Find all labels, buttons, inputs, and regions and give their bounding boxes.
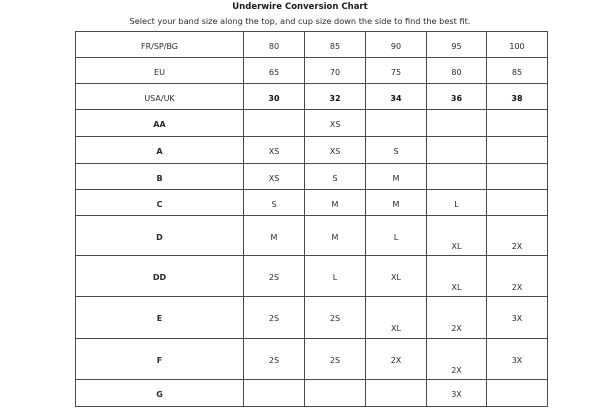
size-cell bbox=[305, 110, 366, 137]
size-cell-text: M bbox=[331, 233, 339, 242]
size-cell bbox=[244, 110, 305, 137]
size-cell bbox=[427, 137, 487, 164]
size-cell-text: 2X bbox=[511, 242, 523, 251]
band-size-cell bbox=[244, 32, 305, 58]
band-size-cell bbox=[366, 32, 427, 58]
band-size-cell bbox=[487, 32, 548, 58]
size-cell-text: 2X bbox=[451, 324, 462, 333]
size-cell bbox=[244, 380, 305, 407]
size-cell bbox=[366, 190, 427, 216]
cup-label-text: B bbox=[156, 174, 163, 183]
cup-label-text: AA bbox=[153, 120, 166, 129]
size-cell bbox=[305, 297, 366, 339]
band-size-cell bbox=[427, 84, 487, 110]
band-size-cell bbox=[305, 84, 366, 110]
size-cell bbox=[305, 256, 366, 297]
size-cell bbox=[244, 190, 305, 216]
size-cell bbox=[305, 137, 366, 164]
band-size-cell bbox=[305, 32, 366, 58]
cup-row-a bbox=[76, 137, 548, 164]
size-cell bbox=[487, 137, 548, 164]
size-cell bbox=[305, 380, 366, 407]
cup-row-b bbox=[76, 164, 548, 190]
size-cell bbox=[244, 216, 305, 256]
band-size-cell bbox=[427, 58, 487, 84]
band-size-cell-text: 85 bbox=[329, 42, 341, 51]
size-cell bbox=[487, 380, 548, 407]
size-cell bbox=[366, 110, 427, 137]
size-cell-text: XS bbox=[268, 174, 280, 183]
cup-label bbox=[76, 256, 244, 297]
size-cell-text: M bbox=[270, 233, 278, 242]
size-cell bbox=[305, 216, 366, 256]
size-cell bbox=[305, 164, 366, 190]
size-cell-text: XL bbox=[451, 283, 462, 292]
cup-label-text: A bbox=[156, 147, 163, 156]
size-cell bbox=[366, 216, 427, 256]
size-cell bbox=[487, 339, 548, 380]
cup-row-aa bbox=[76, 110, 548, 137]
band-size-cell-text: 36 bbox=[450, 94, 463, 103]
cup-row-c bbox=[76, 190, 548, 216]
cup-label-text: F bbox=[156, 356, 163, 365]
size-cell-text: 2S bbox=[268, 314, 280, 323]
cup-label-text: G bbox=[156, 390, 163, 399]
size-cell-text: S bbox=[271, 200, 277, 209]
cup-label-text: C bbox=[156, 200, 163, 209]
size-cell bbox=[244, 164, 305, 190]
size-cell-text: M bbox=[331, 200, 339, 209]
size-cell-text: L bbox=[332, 273, 338, 282]
size-cell bbox=[366, 256, 427, 297]
band-size-cell bbox=[244, 84, 305, 110]
region-label-text: USA/UK bbox=[144, 94, 175, 103]
size-cell bbox=[366, 297, 427, 339]
size-cell bbox=[427, 256, 487, 297]
header-row-fr-sp-bg bbox=[76, 32, 548, 58]
band-size-cell-text: 32 bbox=[329, 94, 341, 103]
size-cell-text: XS bbox=[329, 120, 341, 129]
cup-label-text: D bbox=[156, 233, 163, 242]
band-size-cell bbox=[305, 58, 366, 84]
band-size-cell-text: 38 bbox=[511, 94, 523, 103]
size-cell bbox=[487, 164, 548, 190]
size-cell-text: 3X bbox=[511, 314, 523, 323]
size-cell-text: 2X bbox=[451, 366, 462, 375]
size-cell bbox=[487, 216, 548, 256]
cup-row-f bbox=[76, 339, 548, 380]
cup-label bbox=[76, 137, 244, 164]
cup-label bbox=[76, 216, 244, 256]
region-label bbox=[76, 84, 244, 110]
size-cell-text: S bbox=[393, 147, 399, 156]
band-size-cell-text: 75 bbox=[390, 68, 402, 77]
size-cell bbox=[244, 137, 305, 164]
band-size-cell-text: 30 bbox=[268, 94, 280, 103]
band-size-cell bbox=[366, 58, 427, 84]
header-row-usa-uk bbox=[76, 84, 548, 110]
size-cell bbox=[427, 164, 487, 190]
size-cell-text: XS bbox=[329, 147, 341, 156]
size-cell-text: 2S bbox=[329, 314, 341, 323]
band-size-cell-text: 34 bbox=[390, 94, 402, 103]
size-cell bbox=[487, 297, 548, 339]
band-size-cell-text: 80 bbox=[451, 68, 462, 77]
band-size-cell-text: 85 bbox=[511, 68, 523, 77]
size-cell bbox=[427, 297, 487, 339]
cup-row-d bbox=[76, 216, 548, 256]
chart-title: Underwire Conversion Chart bbox=[232, 2, 368, 12]
size-cell bbox=[487, 110, 548, 137]
size-cell-text: 2S bbox=[268, 356, 280, 365]
size-cell-text: 2S bbox=[329, 356, 341, 365]
cup-label-text: DD bbox=[152, 273, 167, 282]
region-label bbox=[76, 32, 244, 58]
size-cell bbox=[366, 164, 427, 190]
band-size-cell-text: 65 bbox=[268, 68, 280, 77]
size-cell bbox=[427, 339, 487, 380]
size-cell bbox=[244, 339, 305, 380]
size-cell-text: XL bbox=[391, 324, 401, 333]
cup-label bbox=[76, 380, 244, 407]
size-cell bbox=[305, 190, 366, 216]
size-cell bbox=[487, 256, 548, 297]
chart-subtitle: Select your band size along the top, and cup size down the side to find the best fit. bbox=[129, 16, 471, 26]
size-cell-text: XS bbox=[268, 147, 280, 156]
band-size-cell bbox=[487, 84, 548, 110]
size-cell bbox=[427, 380, 487, 407]
band-size-cell-text: 80 bbox=[268, 42, 280, 51]
cup-label bbox=[76, 164, 244, 190]
size-cell-text: M bbox=[392, 200, 400, 209]
size-cell bbox=[427, 216, 487, 256]
size-cell bbox=[366, 339, 427, 380]
size-cell-text: S bbox=[332, 174, 338, 183]
cup-label bbox=[76, 190, 244, 216]
size-cell-text: 3X bbox=[511, 356, 523, 365]
size-cell-text: L bbox=[393, 233, 399, 242]
cup-label bbox=[76, 110, 244, 137]
region-label bbox=[76, 58, 244, 84]
cup-label bbox=[76, 339, 244, 380]
band-size-cell-text: 70 bbox=[329, 68, 341, 77]
region-label-text: EU bbox=[154, 68, 165, 77]
cup-label bbox=[76, 297, 244, 339]
size-cell bbox=[487, 190, 548, 216]
size-cell bbox=[427, 110, 487, 137]
size-cell bbox=[366, 380, 427, 407]
size-cell bbox=[305, 339, 366, 380]
band-size-cell-text: 100 bbox=[509, 42, 525, 51]
size-cell-text: 2S bbox=[268, 273, 280, 282]
size-cell bbox=[427, 190, 487, 216]
band-size-cell bbox=[427, 32, 487, 58]
size-cell-text: 2X bbox=[390, 356, 402, 365]
cup-row-dd bbox=[76, 256, 548, 297]
region-label-text: FR/SP/BG bbox=[141, 42, 178, 51]
size-cell-text: L bbox=[454, 200, 459, 209]
conversion-table bbox=[75, 31, 548, 407]
band-size-cell-text: 90 bbox=[390, 42, 402, 51]
band-size-cell-text: 95 bbox=[451, 42, 462, 51]
band-size-cell bbox=[487, 58, 548, 84]
cup-label-text: E bbox=[156, 314, 163, 323]
size-cell-text: 2X bbox=[511, 283, 523, 292]
size-cell-text: XL bbox=[391, 273, 401, 282]
band-size-cell bbox=[366, 84, 427, 110]
size-cell bbox=[244, 297, 305, 339]
size-cell-text: XL bbox=[451, 242, 462, 251]
cup-row-g bbox=[76, 380, 548, 407]
cup-row-e bbox=[76, 297, 548, 339]
size-cell bbox=[244, 256, 305, 297]
size-cell-text: M bbox=[392, 174, 400, 183]
band-size-cell bbox=[244, 58, 305, 84]
header-row-eu bbox=[76, 58, 548, 84]
size-cell bbox=[366, 137, 427, 164]
size-cell-text: 3X bbox=[451, 390, 462, 399]
